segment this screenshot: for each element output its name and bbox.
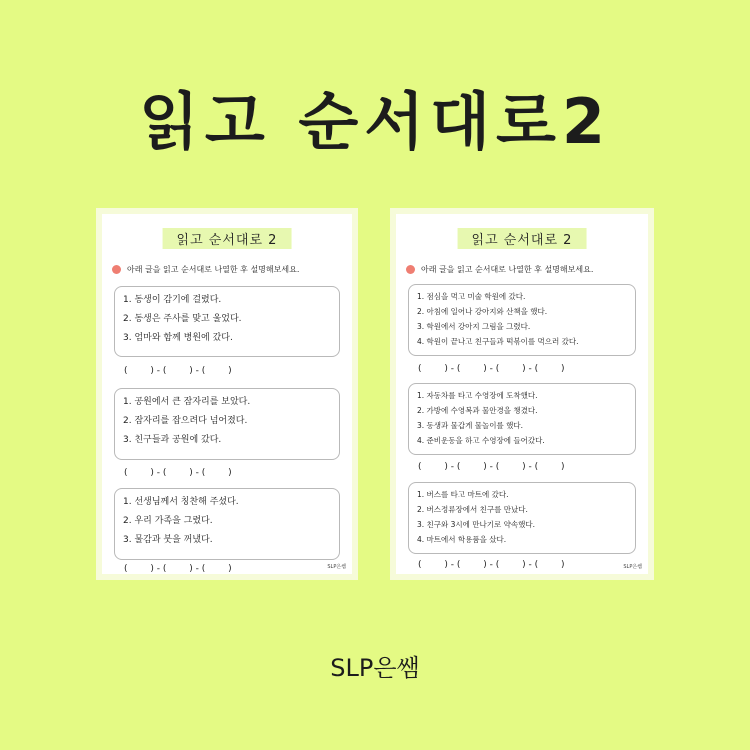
sentence: 1. 공원에서 큰 잠자리를 보았다.	[123, 397, 251, 407]
sentence: 1. 자동차를 타고 수영장에 도착했다.	[417, 391, 538, 400]
sentence: 1. 버스를 타고 마트에 갔다.	[417, 490, 509, 499]
answer-blanks[interactable]: ( ) - ( ) - ( )	[124, 366, 232, 376]
answer-blanks[interactable]: ( ) - ( ) - ( )	[124, 564, 232, 574]
sentence: 4. 학원이 끝나고 친구들과 떡볶이를 먹으러 갔다.	[417, 337, 579, 346]
sentence: 4. 마트에서 학용품을 샀다.	[417, 535, 507, 544]
sentence: 2. 동생은 주사를 맞고 울었다.	[123, 314, 242, 324]
sentence: 1. 선생님께서 칭찬해 주셨다.	[123, 497, 239, 507]
instruction	[406, 264, 642, 275]
worksheet-paper	[396, 214, 648, 574]
signature: SLP은쌤	[327, 564, 346, 570]
sentence: 2. 아침에 일어나 강아지와 산책을 했다.	[417, 307, 548, 316]
question-box	[114, 388, 340, 460]
question-box	[114, 488, 340, 560]
sentence: 3. 친구들과 공원에 갔다.	[123, 435, 222, 445]
sentence: 1. 점심을 먹고 미술 학원에 갔다.	[417, 292, 526, 301]
signature: SLP은쌤	[623, 564, 642, 570]
instruction-text: 아래 글을 읽고 순서대로 나열한 후 설명해보세요.	[127, 265, 300, 274]
instruction	[112, 264, 346, 275]
worksheet-title: 읽고 순서대로 2	[163, 228, 292, 249]
sentence: 2. 우리 가족을 그렸다.	[123, 516, 213, 526]
sentence: 2. 잠자리를 잡으려다 넘어졌다.	[123, 416, 248, 426]
question-box	[408, 284, 636, 356]
sentence: 2. 버스정류장에서 친구를 만났다.	[417, 505, 528, 514]
sentence: 3. 동생과 물갑게 물놀이를 했다.	[417, 421, 524, 430]
bullet-dot-icon	[112, 265, 121, 274]
worksheet-right	[390, 208, 654, 580]
sentence: 4. 준비운동을 하고 수영장에 들어갔다.	[417, 436, 545, 445]
instruction-text: 아래 글을 읽고 순서대로 나열한 후 설명해보세요.	[421, 265, 594, 274]
sentence: 3. 엄마와 함께 병원에 갔다.	[123, 333, 233, 343]
worksheet-left	[96, 208, 358, 580]
page-title: 읽고 순서대로2	[138, 85, 612, 158]
question-box	[408, 482, 636, 554]
answer-blanks[interactable]: ( ) - ( ) - ( ) - ( )	[418, 560, 565, 570]
sentence: 3. 물감과 붓을 꺼냈다.	[123, 535, 213, 545]
worksheet-paper	[102, 214, 352, 574]
sentence: 2. 가방에 수영복과 물안경을 챙겼다.	[417, 406, 538, 415]
answer-blanks[interactable]: ( ) - ( ) - ( ) - ( )	[418, 462, 565, 472]
answer-blanks[interactable]: ( ) - ( ) - ( )	[124, 468, 232, 478]
footer-brand: SLP은쌤	[330, 654, 420, 682]
sentence: 3. 친구와 3시에 만나기로 약속했다.	[417, 520, 536, 529]
answer-blanks[interactable]: ( ) - ( ) - ( ) - ( )	[418, 364, 565, 374]
sentence: 1. 동생이 감기에 걸렸다.	[123, 295, 222, 305]
bullet-dot-icon	[406, 265, 415, 274]
sentence: 3. 학원에서 강아지 그림을 그렸다.	[417, 322, 531, 331]
question-box	[408, 383, 636, 455]
question-box	[114, 286, 340, 357]
worksheet-title: 읽고 순서대로 2	[458, 228, 587, 249]
